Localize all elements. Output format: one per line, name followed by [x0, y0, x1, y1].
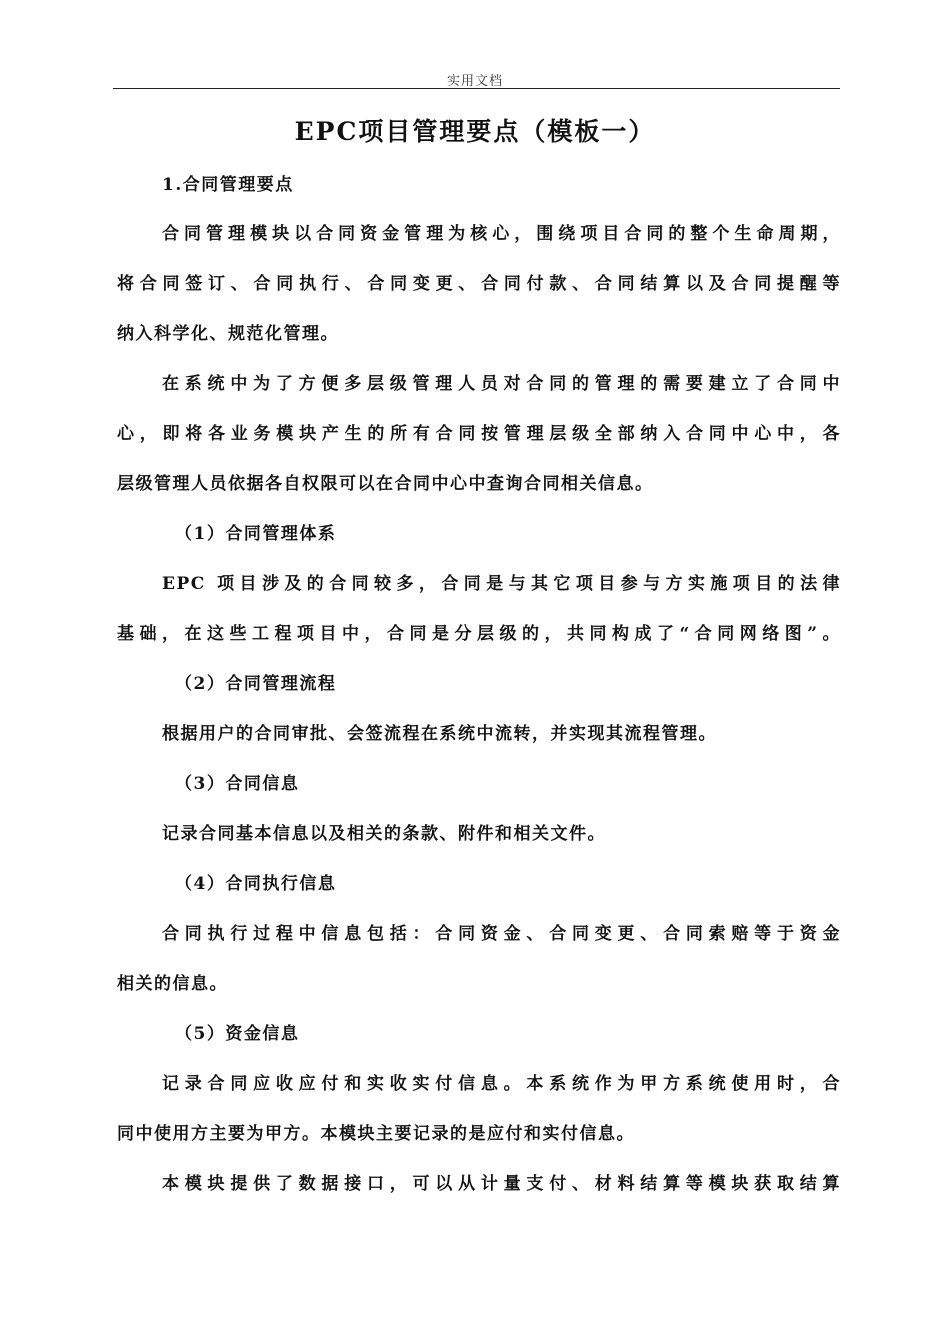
paragraph-line: 将合同签订、合同执行、合同变更、合同付款、合同结算以及合同提醒等 [117, 274, 841, 294]
subsection-heading: （4）合同执行信息 [175, 874, 337, 894]
paragraph-line: EPC 项目涉及的合同较多，合同是与其它项目参与方实施项目的法律 [162, 574, 841, 594]
paragraph-line: 相关的信息。 [117, 974, 228, 994]
paragraph-line: 基础，在这些工程项目中，合同是分层级的，共同构成了“合同网络图”。 [117, 624, 841, 644]
subsection-heading: （5）资金信息 [175, 1024, 300, 1044]
header-rule [113, 88, 840, 89]
section-heading-contract-management: 1.合同管理要点 [162, 175, 294, 195]
paragraph-line: 合同管理模块以合同资金管理为核心，围绕项目合同的整个生命周期， [162, 224, 841, 244]
paragraph-line: 根据用户的合同审批、会签流程在系统中流转，并实现其流程管理。 [162, 724, 717, 744]
paragraph-line: 心，即将各业务模块产生的所有合同按管理层级全部纳入合同中心中，各 [117, 424, 841, 444]
paragraph-line: 在系统中为了方便多层级管理人员对合同的管理的需要建立了合同中 [162, 374, 841, 394]
subsection-heading: （2）合同管理流程 [175, 674, 337, 694]
paragraph-line: 同中使用方主要为甲方。本模块主要记录的是应付和实付信息。 [117, 1124, 635, 1144]
paragraph-line: 纳入科学化、规范化管理。 [117, 324, 339, 344]
paragraph-line: 合同执行过程中信息包括：合同资金、合同变更、合同索赔等于资金 [162, 924, 841, 944]
running-header: 实用文档 [446, 74, 503, 89]
subsection-heading: （1）合同管理体系 [175, 524, 337, 544]
paragraph-line: 记录合同基本信息以及相关的条款、附件和相关文件。 [162, 824, 606, 844]
subsection-heading: （3）合同信息 [175, 774, 300, 794]
paragraph-line: 本模块提供了数据接口，可以从计量支付、材料结算等模块获取结算 [162, 1174, 841, 1194]
paragraph-line: 记录合同应收应付和实收实付信息。本系统作为甲方系统使用时，合 [162, 1074, 841, 1094]
document-title: EPC项目管理要点（模板一） [294, 117, 656, 146]
paragraph-line: 层级管理人员依据各自权限可以在合同中心中查询合同相关信息。 [117, 474, 654, 494]
